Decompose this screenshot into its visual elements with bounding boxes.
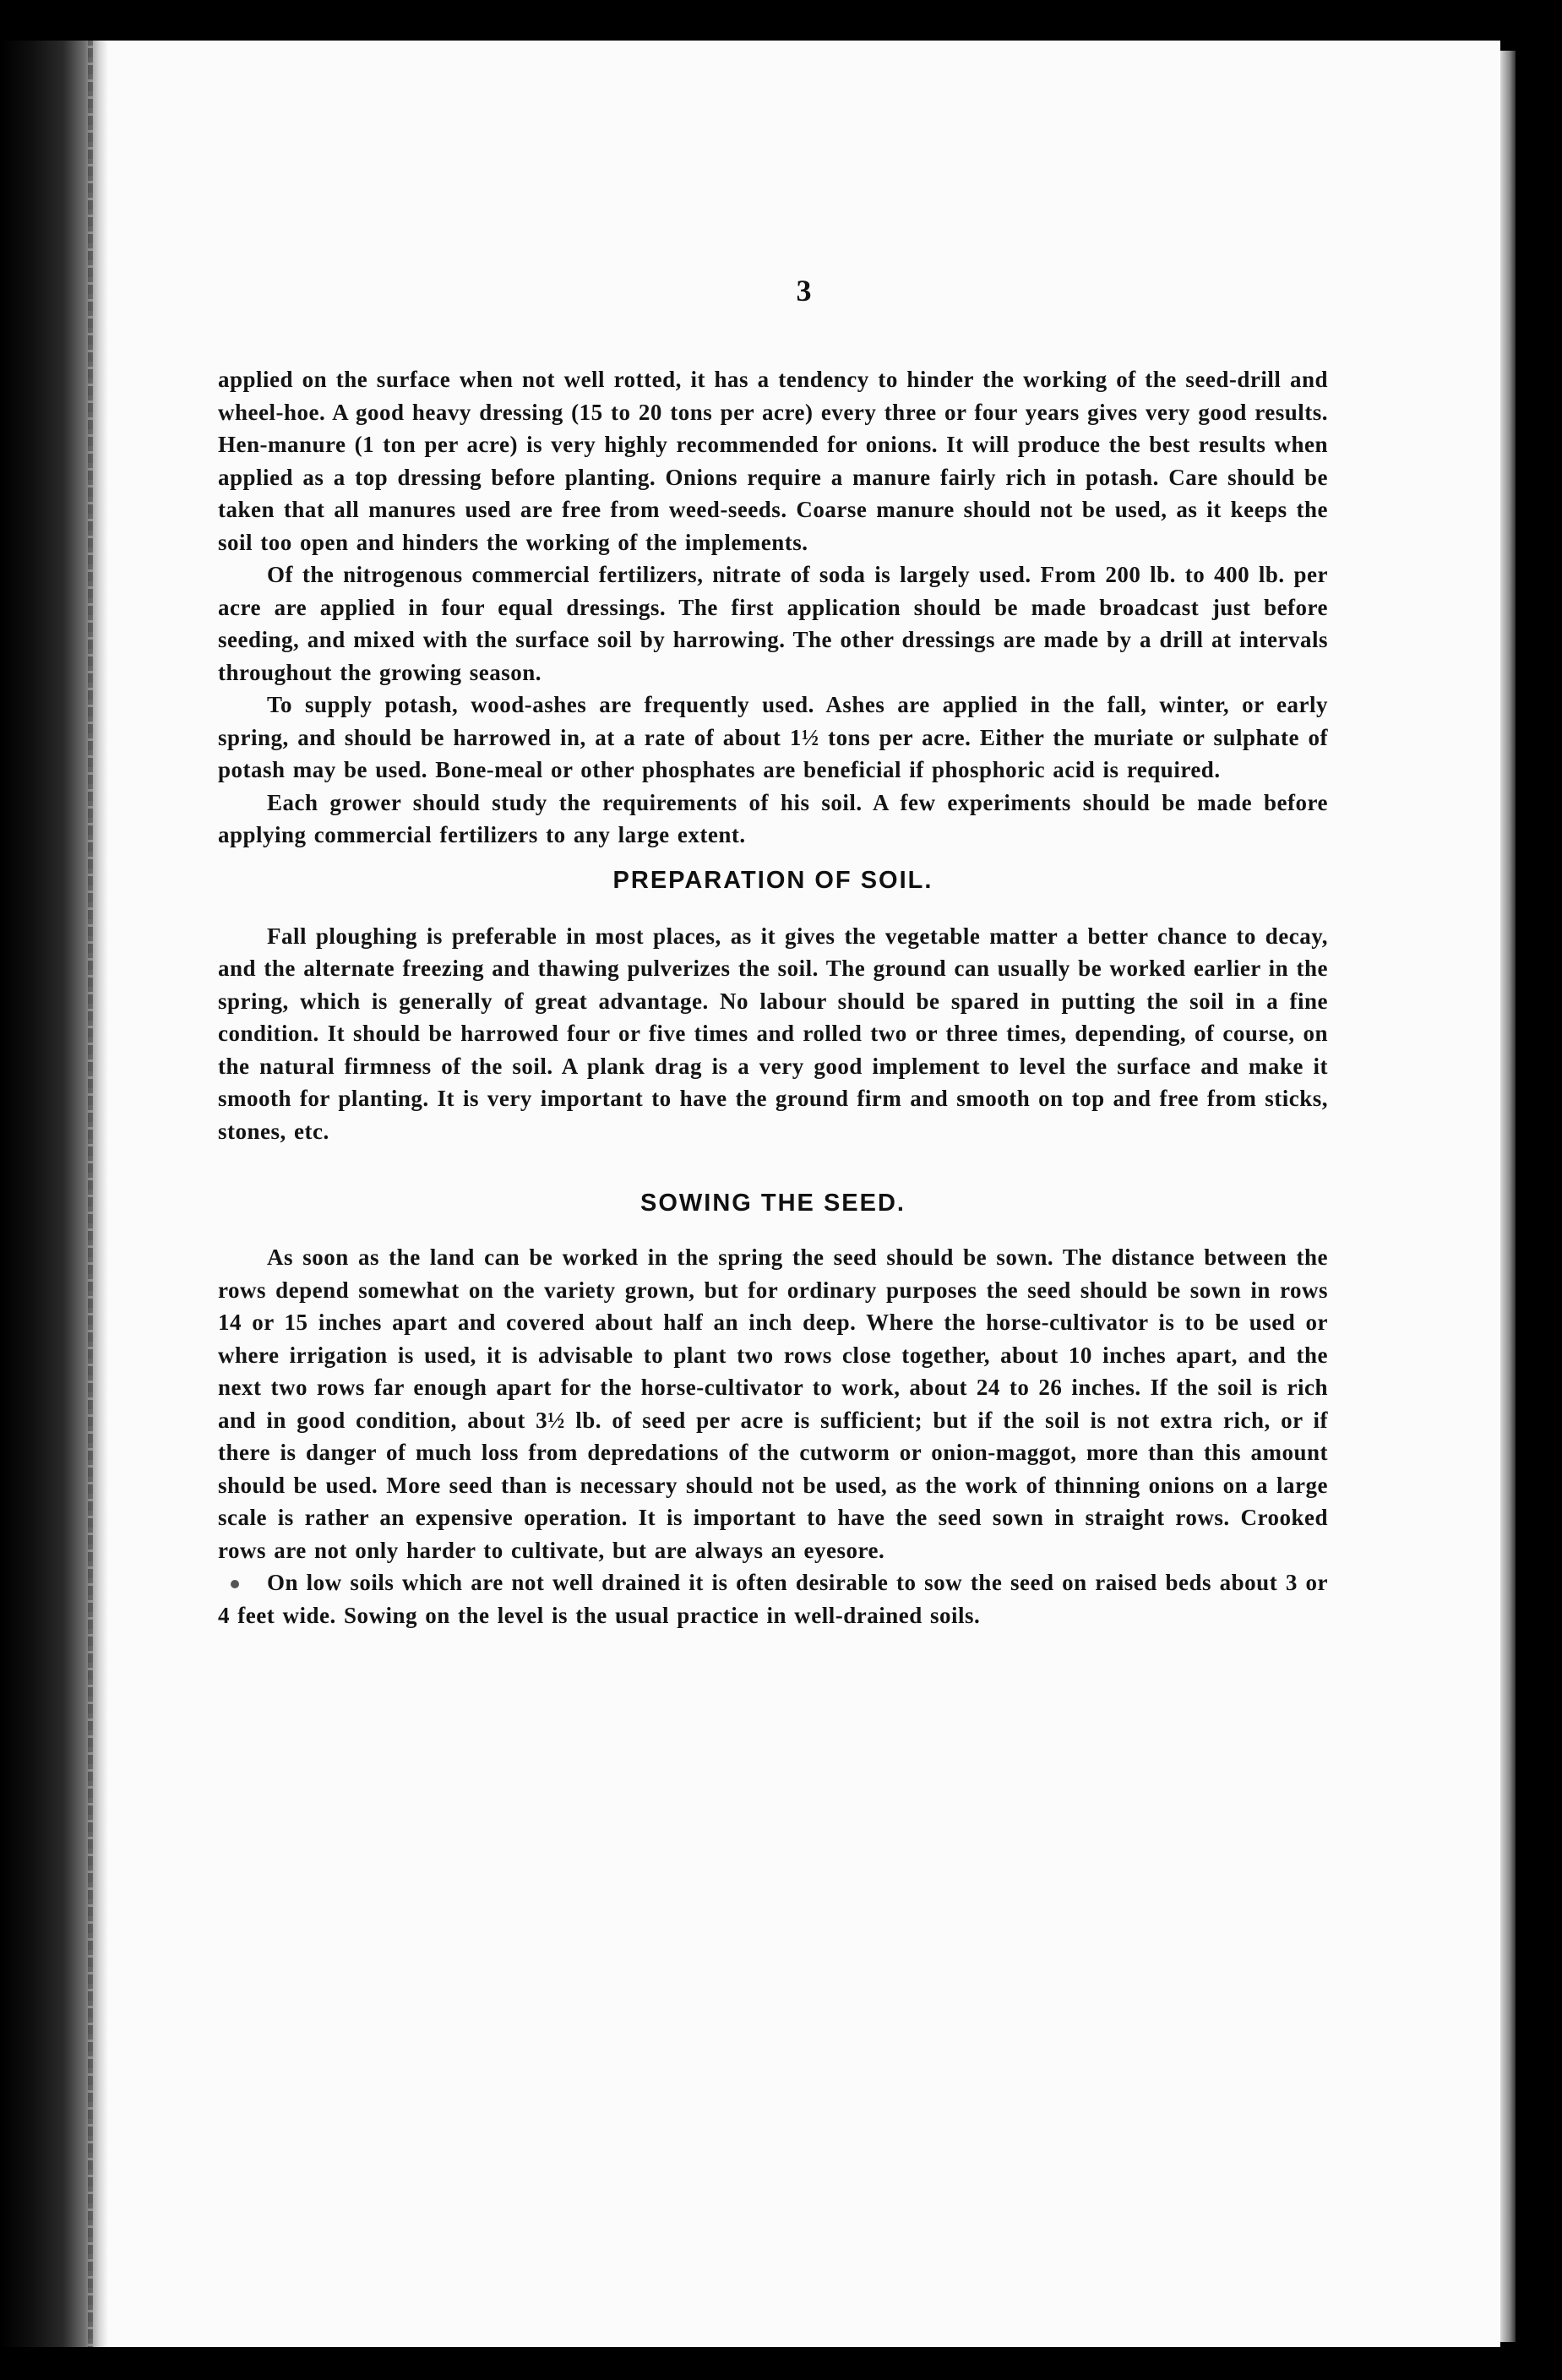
paragraph-nitrogenous-fertilizers: Of the nitrogenous commercial fertilizers, nitrate of soda is largely used. From 200 lb. to 400 lb. per acre are applied in four equal dressings. The first application should be made broadcast just before seeding, and mixed with the surface soil by harrowing. The other dressings are made by a drill at intervals throughout the growing season. <box>218 562 1328 685</box>
paragraph-potash: To supply potash, wood-ashes are frequently used. Ashes are applied in the fall, winter, or early spring, and should be harrowed in, at a rate of about 1½ tons per acre. Either the muriate or sulphate of potash may be used. Bone-meal or other phosphates are beneficial if phosphoric acid is required. <box>218 692 1328 782</box>
document-page <box>108 41 1500 2347</box>
right-page-edge <box>1500 51 1516 2342</box>
page-body <box>218 363 1328 1631</box>
paragraph-soil-requirements: Each grower should study the requirements of his soil. A few experiments should be made before applying commercial fertilizers to any large extent. <box>218 789 1328 847</box>
scan-speck <box>231 1580 239 1588</box>
section-heading-preparation-of-soil: PREPARATION OF SOIL. <box>612 866 933 894</box>
paragraph-raised-beds: On low soils which are not well drained it is often desirable to sow the seed on raised beds about 3 or 4 feet wide. Sowing on the level is the usual practice in well-drained soils. <box>218 1570 1328 1628</box>
paragraph-fall-ploughing: Fall ploughing is preferable in most places, as it gives the vegetable matter a better chance to decay, and the alternate freezing and thawing pulverizes the soil. The ground can usually be worked earlier in the spring, which is generally of great advantage. No labour should be spared in putting the soil in a fine condition. It should be harrowed four or five times and rolled two or three times, depending, of course, on the natural firmness of the soil. A plank drag is a very good implement to level the surface and make it smooth for planting. It is very important to have the ground firm and smooth on top and free from sticks, stones, etc. <box>218 923 1328 1144</box>
page-number: 3 <box>796 274 813 308</box>
paragraph-manure-continued: applied on the surface when not well rotted, it has a tendency to hinder the working of the seed-drill and wheel-hoe. A good heavy dressing (15 to 20 tons per acre) every three or four years gives very good results. Hen-manure (1 ton per acre) is very highly recommended for onions. It will produce the best results when applied as a top dressing before planting. Onions require a manure fairly rich in potash. Care should be taken that all manures used are free from weed-seeds. Coarse manure should not be used, as it keeps the soil too open and hinders the working of the implements. <box>218 367 1328 555</box>
left-page-edge <box>0 41 108 2347</box>
section-heading-sowing-the-seed: SOWING THE SEED. <box>640 1190 906 1217</box>
binding-shadow <box>88 41 93 2347</box>
paragraph-sowing: As soon as the land can be worked in the spring the seed should be sown. The distance between the rows depend somewhat on the variety grown, but for ordinary purposes the seed should be sown in rows 14 or 15 inches apart and covered about half an inch deep. Where the horse-cultivator is to be used or where irrigation is used, it is advisable to plant two rows close together, about 10 inches apart, and the next two rows far enough apart for the horse-cultivator to work, about 24 to 26 inches. If the soil is rich and in good condition, about 3½ lb. of seed per acre is sufficient; but if the soil is not extra rich, or if there is danger of much loss from depredations of the cutworm or onion-maggot, more than this amount should be used. More seed than is necessary should not be used, as the work of thinning onions on a large scale is rather an expensive operation. It is important to have the seed sown in straight rows. Crooked rows are not only harder to cultivate, but are always an eyesore. <box>218 1244 1328 1563</box>
